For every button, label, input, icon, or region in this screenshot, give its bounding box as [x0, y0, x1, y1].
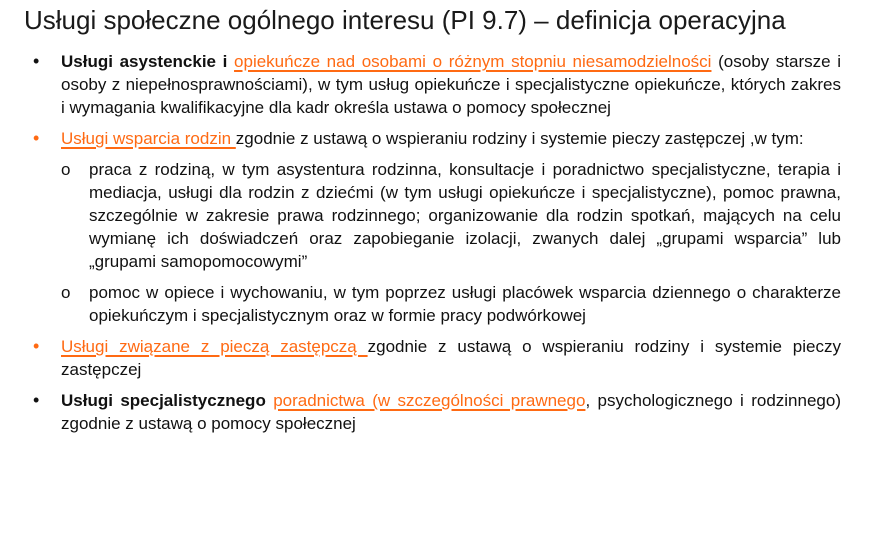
circle-bullet-icon: o — [61, 283, 71, 302]
item-rest: zgodnie z ustawą o wspieraniu rodziny i systemie pieczy zastępczej ,w tym: — [235, 129, 804, 148]
sub-item-text: pomoc w opiece i wychowaniu, w tym poprzez usługi placówek wsparcia dziennego o charakterze opiekuńczym i specjalistycznym oraz w formie pracy podwórkowej — [89, 283, 841, 325]
slide-title: Usługi społeczne ogólnego interesu (PI 9.7) – definicja operacyjna — [24, 5, 786, 35]
list-item-asistance — [0, 50, 892, 119]
item-text — [61, 50, 841, 119]
sub-item-text: praca z rodziną, w tym asystentura rodzinna, konsultacje i poradnictwo specjalistyczne, terapia i mediacja, usługi dla rodzin z dziećmi (w tym usługi opiekuńcze i specjalistyczne), pomoc prawna, szczególnie w zakresie prawa rodzinnego; organizowanie dla rodzin spotkań, mających na celu wymianę ich doświadczeń oraz zapobieganie izolacji, zwanych dalej „grupami wsparcia” lub „grupami samopomocowymi” — [89, 160, 841, 271]
item-bold: Usługi asystenckie i — [61, 52, 235, 71]
item-text — [61, 335, 841, 381]
item-text — [61, 127, 841, 150]
list-item-counselling — [0, 389, 892, 435]
bullet-icon: • — [33, 51, 40, 71]
item-text — [61, 389, 841, 435]
item-highlight: poradnictwa (w szczególności prawnego — [273, 391, 586, 410]
item-bold: Usługi specjalistycznego — [61, 391, 274, 410]
item-rest: , psychologicznego i rodzinnego) zgodnie z ustawą o pomocy społecznej — [61, 391, 841, 433]
circle-bullet-icon: o — [61, 160, 71, 179]
list-item-family-support — [0, 127, 892, 150]
definition-list — [0, 50, 892, 435]
bullet-icon: • — [33, 390, 40, 410]
item-highlight: opiekuńcze nad osobami o różnym stopniu niesamodzielności — [234, 52, 712, 71]
sub-item-care-support — [0, 281, 892, 327]
sub-item-family-work — [0, 158, 892, 273]
item-highlight: Usługi wsparcia rodzin — [61, 129, 236, 148]
item-highlight: Usługi związane z pieczą zastępczą — [61, 337, 368, 356]
bullet-icon: • — [33, 336, 40, 356]
item-rest: zgodnie z ustawą o wspieraniu rodziny i systemie pieczy zastępczej — [61, 337, 841, 379]
item-rest: (osoby starsze i osoby z niepełnosprawnościami), w tym usług opiekuńcze i specjalistyczne opiekuńcze, których zakres i wymagania kwalifikacyjne dla kadr określa ustawa o pomocy społecznej — [61, 52, 842, 117]
list-item-foster-care — [0, 335, 892, 381]
bullet-icon: • — [33, 128, 40, 148]
